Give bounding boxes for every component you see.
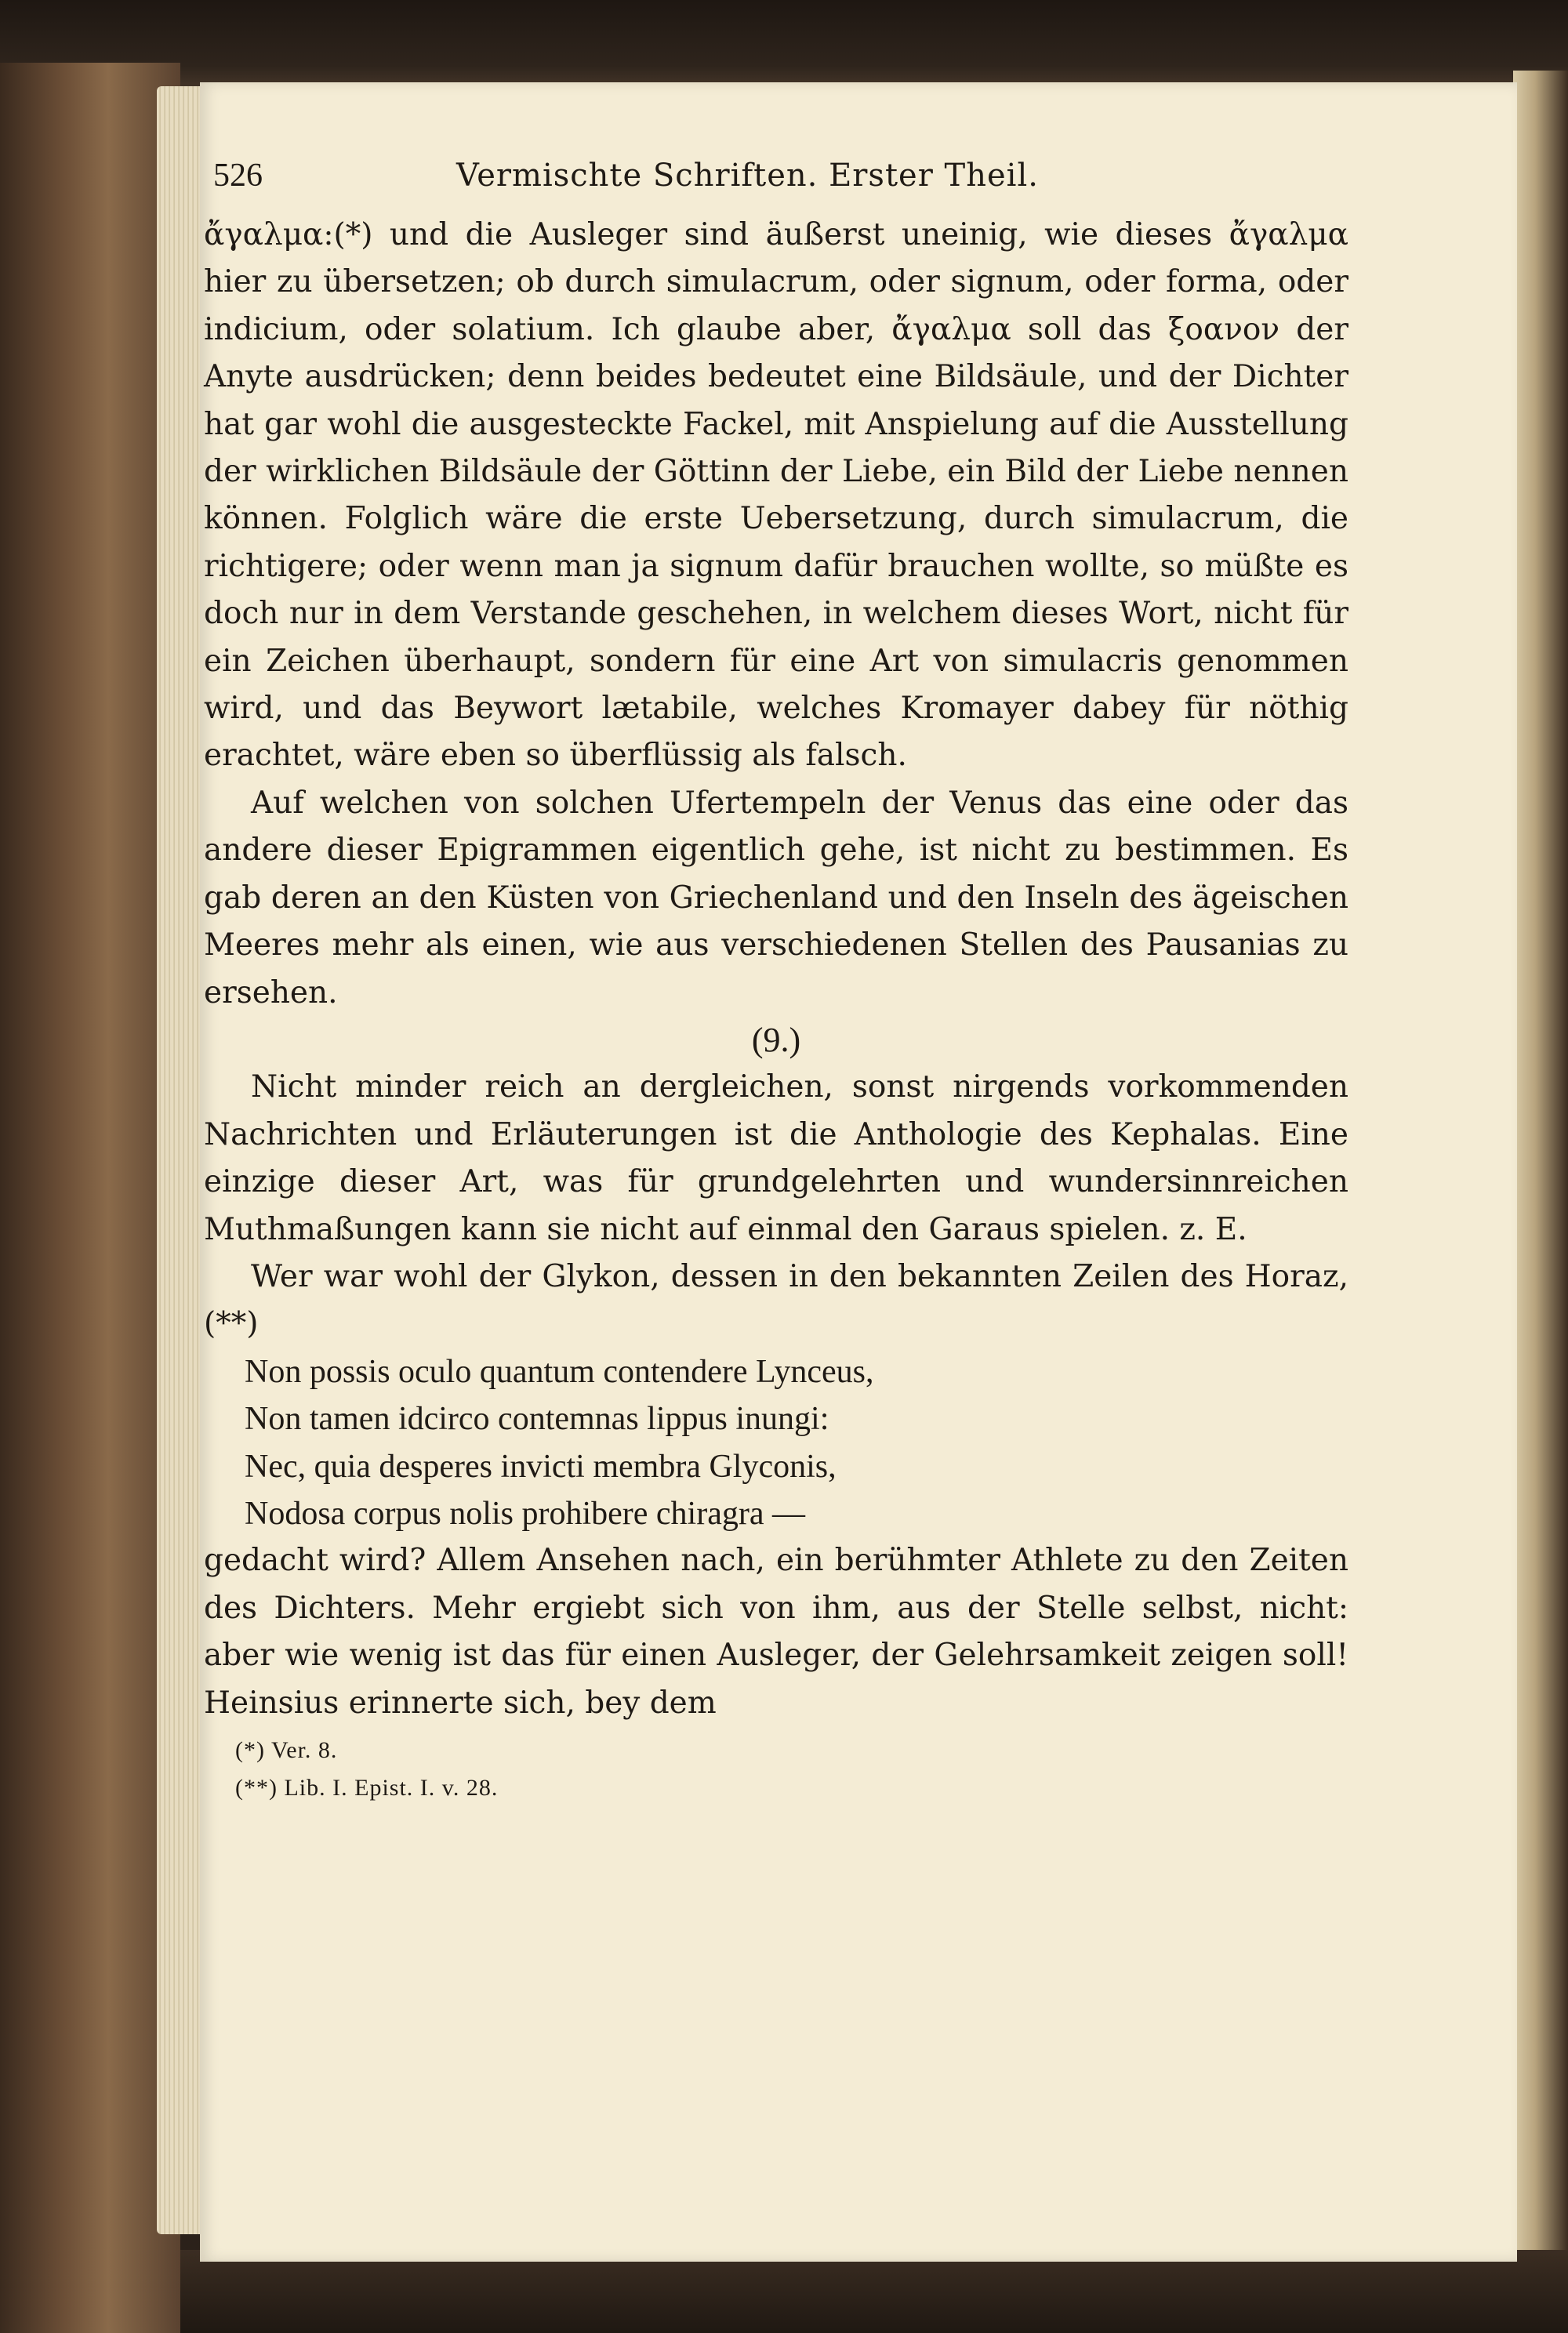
paragraph-agalma: ἄγαλμα:(*) und die Ausleger sind äußerst uneinig, wie dieses ἄγαλμα hier zu übersetzen; ob durch simulacrum, oder signum, oder forma, oder indicium, oder solatium. Ich glaube aber, ἄγαλμα soll das ξοανον der Anyte ausdrücken; denn beides bedeutet eine Bildsäule, und der Dichter hat gar wohl die ausgesteckte Fackel, mit Anspielung auf die Ausstellung der wirklichen Bildsäule der Göttinn der Liebe, ein Bild der Liebe nennen können. Folglich wäre die erste Uebersetzung, durch simulacrum, die richtigere; oder wenn man ja signum dafür brauchen wollte, so müßte es doch nur in dem Verstande geschehen, in welchem dieses Wort, nicht für ein Zeichen überhaupt, sondern für eine Art von simulacris genommen wird, und das Beywort lætabile, welches Kromayer dabey für nöthig erachtet, wäre eben so überflüssig als falsch.	[204, 217, 1348, 774]
footnote: (*) Ver. 8.	[235, 1737, 338, 1763]
page-number: 526	[213, 158, 263, 194]
page-stack-edges	[157, 86, 204, 2234]
running-title: Vermischte Schriften. Erster Theil.	[456, 158, 1039, 194]
footnote: (**) Lib. I. Epist. I. v. 28.	[235, 1775, 499, 1801]
paragraph-glykon: Wer war wohl der Glykon, dessen in den bekannten Zeilen des Horaz,(**)	[204, 1258, 1348, 1342]
paragraph-ufertempel: Auf welchen von solchen Ufertempeln der Venus das eine oder das andere dieser Epigrammen eigentlich gehe, ist nicht zu bestimmen. Es gab deren an den Küsten von Griechenland und den Inseln des ägeischen Meeres mehr als einen, wie aus verschiedenen Stellen des Pausanias zu ersehen.	[204, 785, 1348, 1010]
verse-line: Nodosa corpus nolis prohibere chiragra —	[245, 1495, 805, 1532]
horace-quotation	[204, 1348, 1348, 1538]
verse-line: Nec, quia desperes invicti membra Glyconis,	[245, 1448, 837, 1485]
verse-line: Non possis oculo quantum contendere Lynceus,	[245, 1353, 874, 1390]
facing-page-edge	[1513, 71, 1568, 2333]
book-bottom-edge	[180, 2250, 1568, 2333]
section-number: (9.)	[751, 1020, 801, 1059]
verse-line: Non tamen idcirco contemnas lippus inungi:	[245, 1401, 829, 1438]
page-header	[204, 157, 1348, 212]
book-cover-spine	[0, 63, 180, 2333]
book-top-edge	[0, 0, 1568, 94]
paragraph-anthologie: Nicht minder reich an dergleichen, sonst nirgends vorkommenden Nachrichten und Erläuterungen ist die Anthologie des Kephalas. Eine einzige dieser Art, was für grundgelehrten und wundersinnreichen Muthmaßungen kann sie nicht auf einmal den Garaus spielen. z. E.	[204, 1069, 1348, 1247]
paragraph-athlete: gedacht wird? Allem Ansehen nach, ein berühmter Athlete zu den Zeiten des Dichters. Mehr ergiebt sich von ihm, aus der Stelle selbst, nicht: aber wie wenig ist das für einen Ausleger, der Gelehrsamkeit zeigen soll! Heinsius erinnerte sich, bey dem	[204, 1543, 1348, 1721]
page-content	[204, 157, 1348, 2077]
footnotes	[204, 1732, 1348, 1807]
